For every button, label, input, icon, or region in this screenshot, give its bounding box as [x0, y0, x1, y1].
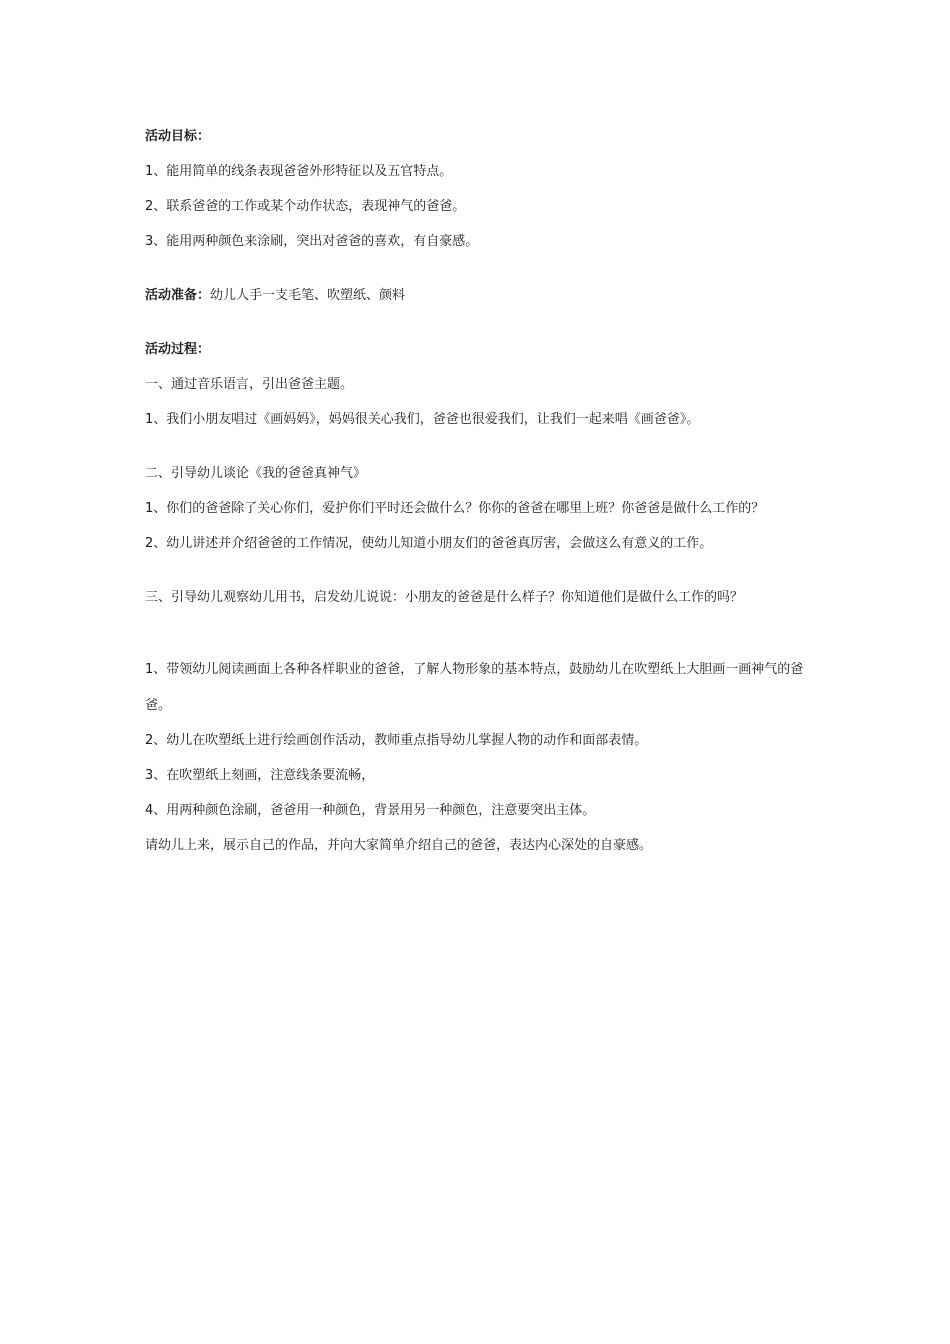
process-heading: 活动过程： [145, 342, 211, 357]
goal-item-3: 3、能用两种颜色来涂刷，突出对爸爸的喜欢，有自豪感。 [145, 234, 479, 249]
closing-paragraph: 请幼儿上来，展示自己的作品，并向大家简单介绍自己的爸爸，表达内心深处的自豪感。 [145, 838, 653, 853]
section-3-item-3: 3、在吹塑纸上刻画，注意线条要流畅， [145, 768, 375, 783]
section-1-item-1: 1、我们小朋友唱过《画妈妈》，妈妈很关心我们，爸爸也很爱我们，让我们一起来唱《画爸爸》。 [145, 412, 700, 427]
prep-paragraph [145, 286, 807, 306]
goal-item-2: 2、联系爸爸的工作或某个动作状态，表现神气的爸爸。 [145, 199, 466, 214]
section-2-title: 二、引导幼儿谈论《我的爸爸真神气》 [145, 466, 367, 481]
section-2-item-1: 1、你们的爸爸除了关心你们，爱护你们平时还会做什么？你你的爸爸在哪里上班？你爸爸是做什么工作的？ [145, 501, 765, 516]
section-3-item-2: 2、幼儿在吹塑纸上进行绘画创作活动，教师重点指导幼儿掌握人物的动作和面部表情。 [145, 733, 648, 748]
goal-item-1: 1、能用简单的线条表现爸爸外形特征以及五官特点。 [145, 164, 453, 179]
prep-text: 幼儿人手一支毛笔、吹塑纸、颜料 [210, 288, 406, 303]
section-3-title: 三、引导幼儿观察幼儿用书，启发幼儿说说：小朋友的爸爸是什么样子？你知道他们是做什么工作的吗？ [145, 590, 744, 605]
document-body [145, 127, 807, 856]
prep-heading: 活动准备： [145, 288, 211, 303]
section-3-item-4: 4、用两种颜色涂刷，爸爸用一种颜色，背景用另一种颜色，注意要突出主体。 [145, 803, 596, 818]
section-3-item-1: 1、带领幼儿阅读画面上各种各样职业的爸爸，了解人物形象的基本特点，鼓励幼儿在吹塑纸上大胆画一画神气的爸爸。 [145, 662, 804, 713]
goals-heading: 活动目标： [145, 129, 211, 144]
section-1-title: 一、通过音乐语言，引出爸爸主题。 [145, 377, 354, 392]
section-2-item-2: 2、幼儿讲述并介绍爸爸的工作情况，使幼儿知道小朋友们的爸爸真厉害，会做这么有意义的工作。 [145, 536, 713, 551]
